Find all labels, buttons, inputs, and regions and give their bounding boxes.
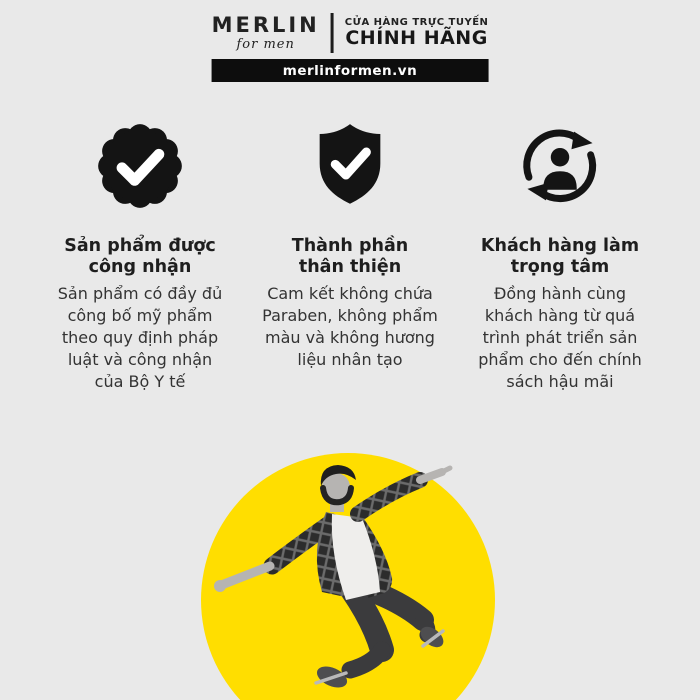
features-row [35,116,665,393]
feature-title: Thành phần thân thiện [291,236,409,278]
logo-divider [331,13,334,53]
website-url: merlinformen.vn [282,62,418,79]
brand-block [211,12,320,52]
website-bar [212,59,489,82]
certified-badge-check-icon [95,116,185,216]
brand-script: for men [236,36,295,52]
hero-image [180,430,520,700]
feature-title: Sản phẩm được công nhận [64,236,216,278]
tagline-line1: CỬA HÀNG TRỰC TUYẾN [344,16,489,28]
customer-cycle-icon [516,116,604,216]
tagline-line2: CHÍNH HÃNG [345,26,488,49]
shield-check-icon [309,116,391,216]
tagline [345,17,489,50]
feature-title: Khách hàng làm trọng tâm [480,236,640,278]
feature-description: Sản phẩm có đầy đủ công bố mỹ phẩm theo quy định pháp luật và công nhận của Bộ Y tế [57,283,223,391]
header [212,13,489,82]
logo-lockup [212,13,489,53]
jumping-man-illustration [180,430,520,700]
brand-name: MERLIN [211,12,320,37]
feature-description: Đồng hành cùng khách hàng từ quá trình phát triển sản phẩm cho đến chính sách hậu mãi [478,283,642,391]
feature-description: Cam kết không chứa Paraben, không phẩm màu và không hương liệu nhân tạo [262,283,438,369]
feature-certified [35,116,245,393]
feature-ingredients [245,116,455,393]
feature-customer [455,116,665,393]
